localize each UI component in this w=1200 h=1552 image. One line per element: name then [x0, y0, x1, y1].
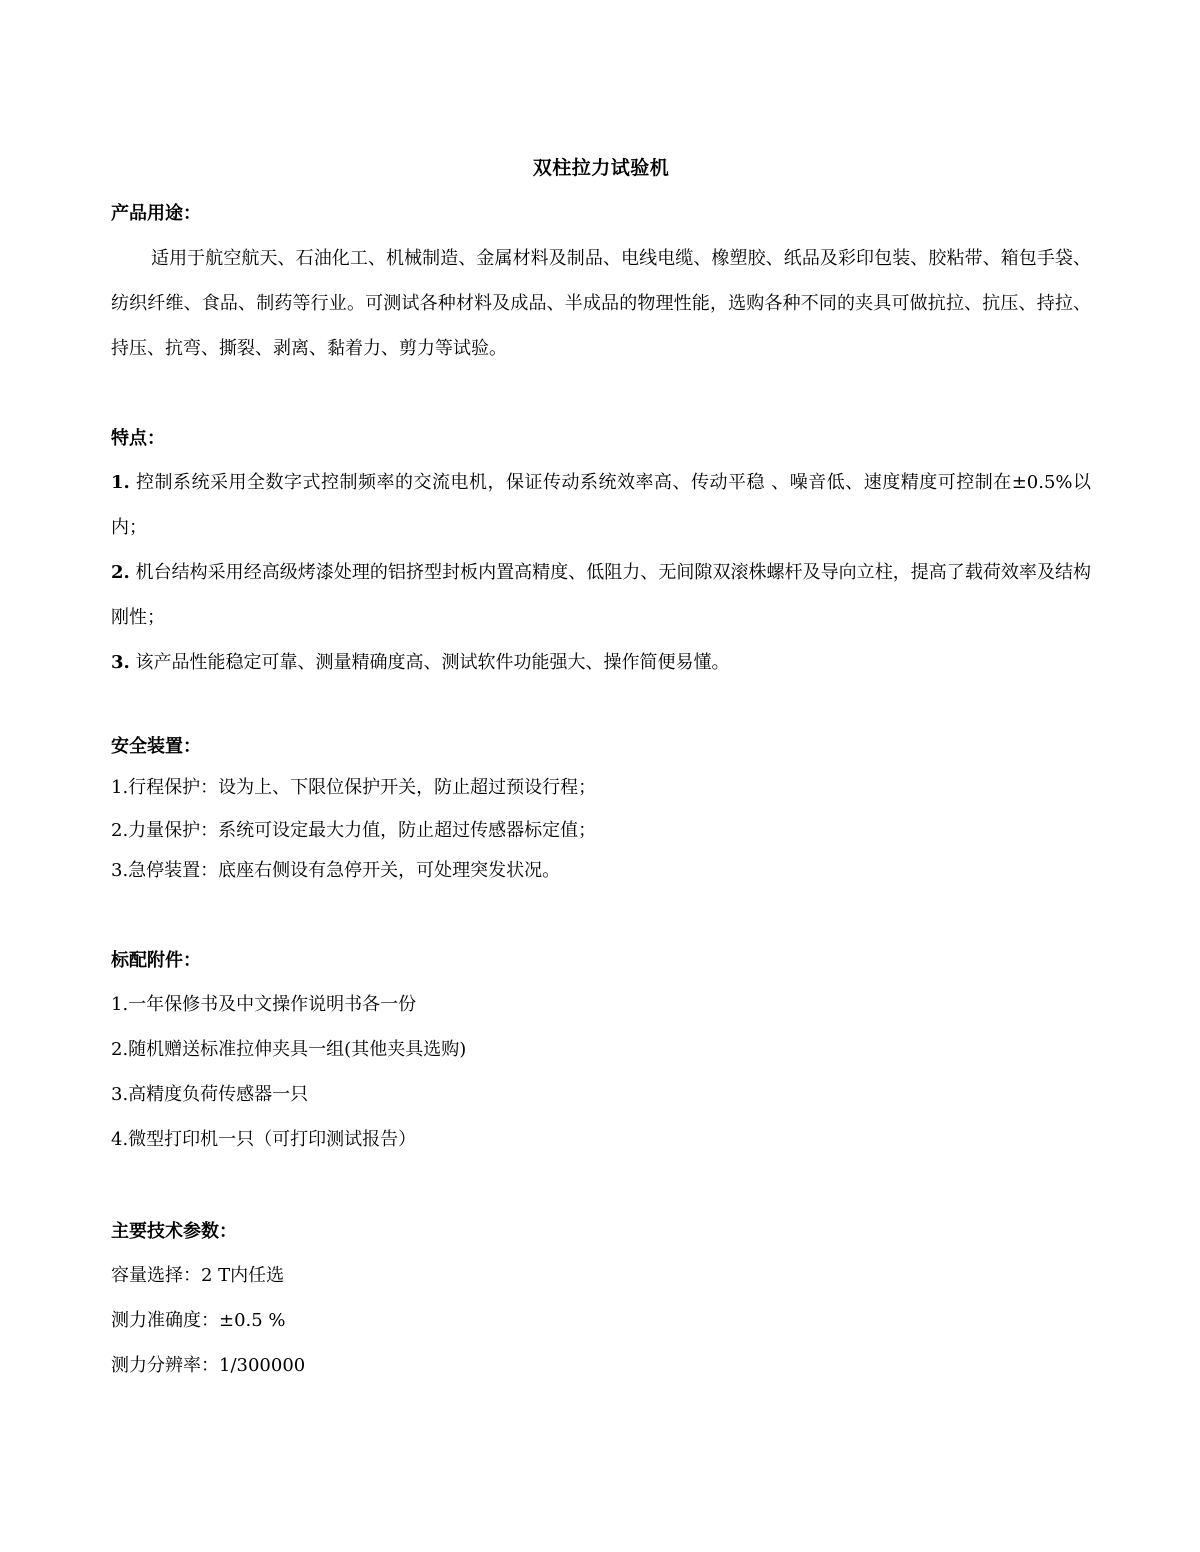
feature-item-number: 3.: [111, 652, 130, 673]
spec-item-accuracy: 测力准确度：±0.5 %: [111, 1310, 286, 1331]
usage-heading: 产品用途：: [111, 203, 201, 224]
feature-item-1: [111, 460, 1091, 550]
spec-item-resolution: 测力分辨率：1/300000: [111, 1355, 306, 1376]
usage-paragraph: 适用于航空航天、石油化工、机械制造、金属材料及制品、电线电缆、橡塑胶、纸品及彩印包装、胶粘带、箱包手袋、纺织纤维、食品、制药等行业。可测试各种材料及成品、半成品的物理性能，选购各种不同的夹具可做抗拉、抗压、持拉、持压、抗弯、撕裂、剥离、黏着力、剪力等试验。: [111, 248, 1091, 359]
accessory-item-3: 3.高精度负荷传感器一只: [111, 1084, 309, 1105]
safety-item-3: 3.急停装置：底座右侧设有急停开关，可处理突发状况。: [111, 860, 561, 881]
accessories-heading: 标配附件：: [111, 950, 201, 971]
feature-item-text: 机台结构采用经高级烤漆处理的铝挤型封板内置高精度、低阻力、无间隙双滚株螺杆及导向立柱，提高了载荷效率及结构刚性；: [111, 562, 1091, 628]
feature-item-2: [111, 550, 1091, 640]
accessory-item-1: 1.一年保修书及中文操作说明书各一份: [111, 994, 417, 1015]
specs-heading: 主要技术参数：: [111, 1221, 237, 1242]
document-page: [111, 0, 1091, 1552]
safety-item-1: 1.行程保护：设为上、下限位保护开关，防止超过预设行程；: [111, 777, 597, 798]
feature-item-3: [111, 640, 1091, 685]
spec-item-capacity: 容量选择：2 T内任选: [111, 1265, 285, 1286]
document-title: 双柱拉力试验机: [532, 157, 670, 179]
accessory-item-2: 2.随机赠送标准拉伸夹具一组(其他夹具选购): [111, 1039, 467, 1060]
accessory-item-4: 4.微型打印机一只（可打印测试报告）: [111, 1129, 417, 1150]
feature-item-text: 该产品性能稳定可靠、测量精确度高、测试软件功能强大、操作简便易懂。: [129, 652, 730, 673]
feature-item-number: 1.: [111, 472, 130, 493]
feature-item-text: 控制系统采用全数字式控制频率的交流电机，保证传动系统效率高、传动平稳 、噪音低、速度精度可控制在±0.5%以内；: [111, 472, 1091, 538]
safety-heading: 安全装置：: [111, 736, 201, 757]
safety-item-2: 2.力量保护：系统可设定最大力值，防止超过传感器标定值；: [111, 820, 597, 841]
feature-item-number: 2.: [111, 562, 130, 583]
features-heading: 特点：: [111, 428, 165, 449]
